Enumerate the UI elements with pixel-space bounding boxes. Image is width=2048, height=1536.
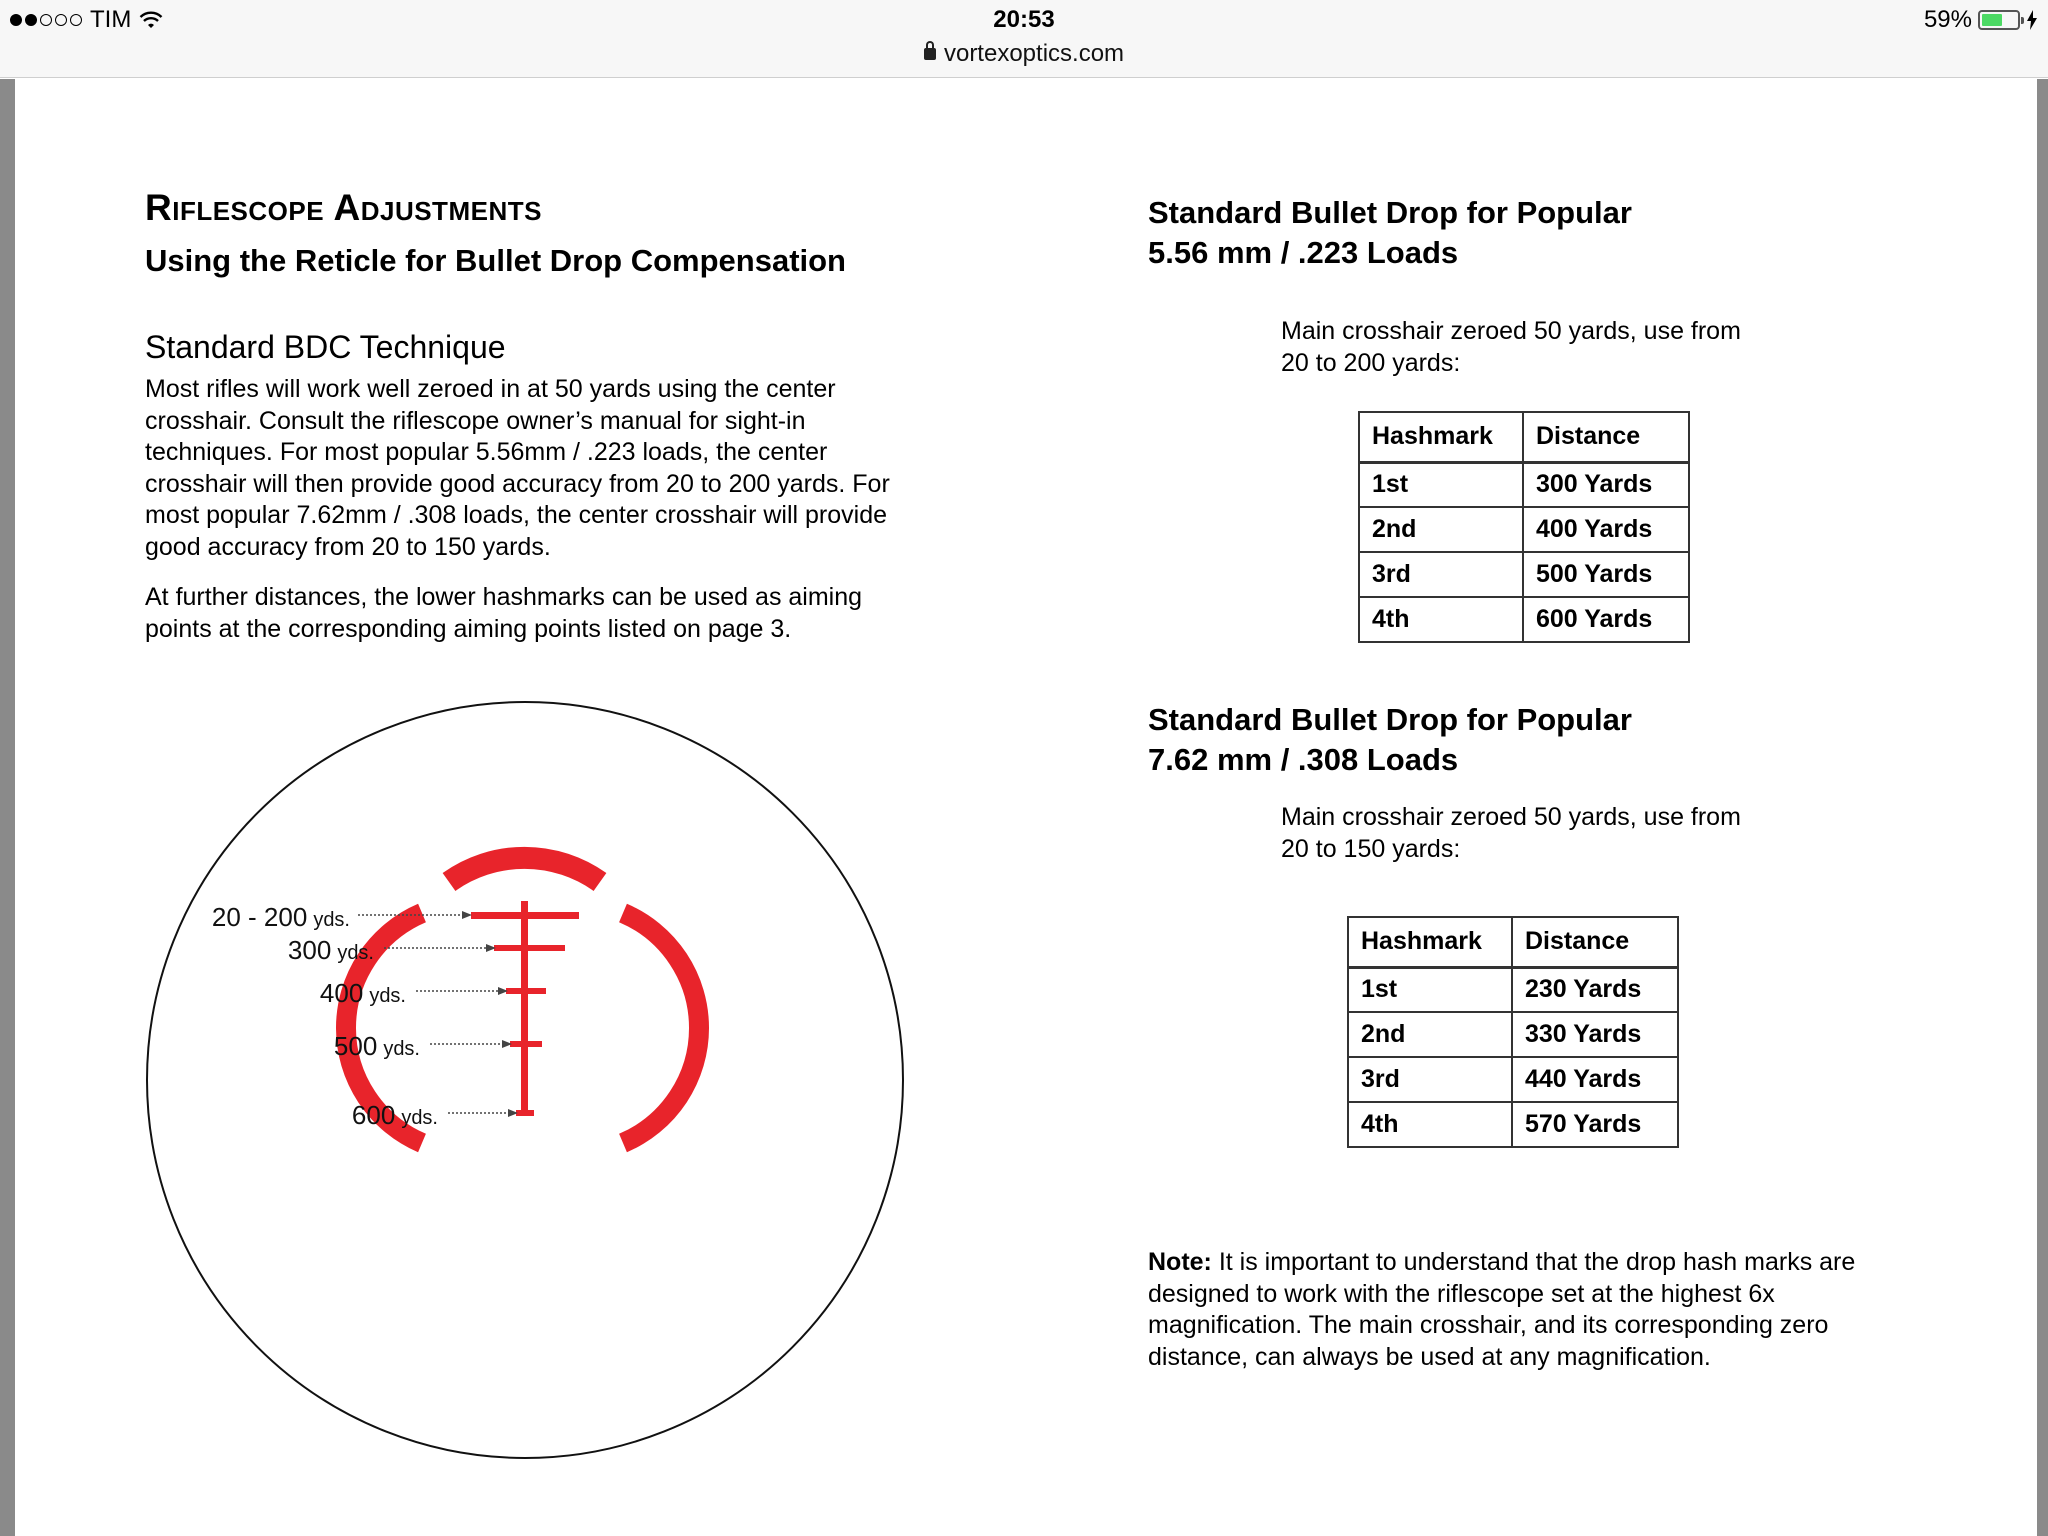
cell-hashmark: 4th [1359, 597, 1523, 642]
hashmark-2 [506, 988, 546, 994]
table-762 [1347, 916, 1679, 1148]
table-556 [1358, 411, 1690, 643]
cell-distance: 500 Yards [1523, 552, 1689, 597]
carrier-name: TIM [90, 6, 132, 33]
hashmark-paragraph: At further distances, the lower hashmarks can be used as aiming points at the corresponding aiming points listed on page 3. [145, 583, 863, 643]
intro-paragraph: Most rifles will work well zeroed in at 50 yards using the center crosshair. Consult the riflescope owner’s manual for sight-in techniques. For most popular 5.56mm / .223 loads, the center crosshair will then provide good accuracy from 20 to 200 yards. For most popular 7.62mm / .308 loads, the center crosshair will provide good accuracy from 20 to 150 yards. [145, 375, 890, 561]
table-row [1348, 1102, 1678, 1147]
table-row [1348, 1012, 1678, 1057]
note-text: It is important to understand that the drop hash marks are designed to work with the riflescope set at the highest 6x magnification. The main crosshair, and its corresponding zero distance, can always be used at any magnification. [1148, 1248, 1856, 1371]
table-header-row [1359, 412, 1689, 462]
page-rail-right [2037, 79, 2048, 1536]
pdf-page[interactable] [15, 79, 2037, 1536]
cell-distance: 300 Yards [1523, 462, 1689, 507]
charging-bolt-icon [2026, 10, 2038, 30]
battery-status [1924, 6, 2038, 34]
cell-hashmark: 2nd [1359, 507, 1523, 552]
table-row [1359, 507, 1689, 552]
main-crosshair [471, 912, 579, 919]
table2-caption [1281, 801, 1741, 865]
cell-hashmark: 1st [1359, 462, 1523, 507]
table1-heading-line2: 5.56 mm / .223 Loads [1148, 235, 1459, 270]
table2-caption-line1: Main crosshair zeroed 50 yards, use from [1281, 803, 1741, 831]
cell-hashmark: 3rd [1348, 1057, 1512, 1102]
cell-distance: 400 Yards [1523, 507, 1689, 552]
table1-caption-line1: Main crosshair zeroed 50 yards, use from [1281, 317, 1741, 345]
header-hashmark: Hashmark [1348, 917, 1512, 967]
reticle-label-300: 300 yds. [287, 935, 374, 965]
cell-hashmark: 4th [1348, 1102, 1512, 1147]
reticle-diagram [140, 699, 920, 1479]
hashmark-1 [494, 945, 565, 951]
table2-heading-line2: 7.62 mm / .308 Loads [1148, 742, 1459, 777]
reticle-label-500: 500 yds. [333, 1031, 420, 1061]
address-bar[interactable] [0, 40, 2048, 68]
arrow-zero [462, 911, 472, 919]
reticle-label-400: 400 yds. [319, 978, 406, 1008]
hashmark-4 [516, 1110, 534, 1116]
hashmark-3 [510, 1041, 542, 1047]
cell-distance: 230 Yards [1512, 967, 1678, 1012]
clock: 20:53 [993, 6, 1055, 33]
section-heading: Standard BDC Technique [145, 329, 506, 365]
battery-percent: 59% [1923, 6, 1972, 33]
cell-hashmark: 2nd [1348, 1012, 1512, 1057]
table2-caption-line2: 20 to 150 yards: [1281, 835, 1461, 863]
status-bar [0, 0, 2048, 78]
table1-caption [1281, 315, 1741, 379]
reticle-ring-right [623, 913, 699, 1143]
table-row [1348, 1057, 1678, 1102]
cell-hashmark: 3rd [1359, 552, 1523, 597]
cell-distance: 600 Yards [1523, 597, 1689, 642]
table2-heading [1148, 700, 1632, 780]
table-row [1359, 552, 1689, 597]
battery-icon [1978, 10, 2020, 30]
header-distance: Distance [1523, 412, 1689, 462]
table1-caption-line2: 20 to 200 yards: [1281, 349, 1461, 377]
header-hashmark: Hashmark [1359, 412, 1523, 462]
table-header-row [1348, 917, 1678, 967]
header-distance: Distance [1512, 917, 1678, 967]
table-row [1359, 462, 1689, 507]
page-subtitle: Using the Reticle for Bullet Drop Compensation [145, 243, 846, 278]
note-label: Note: [1148, 1248, 1212, 1276]
reticle-vertical-post [521, 901, 528, 1116]
table1-heading [1148, 193, 1632, 273]
cell-hashmark: 1st [1348, 967, 1512, 1012]
cell-distance: 570 Yards [1512, 1102, 1678, 1147]
url-text: vortexoptics.com [943, 40, 1125, 67]
page-rail-left [0, 79, 15, 1536]
reticle-label-600: 600 yds. [351, 1100, 438, 1130]
page-title: Riflescope Adjustments [145, 187, 542, 228]
table-row [1348, 967, 1678, 1012]
cell-distance: 330 Yards [1512, 1012, 1678, 1057]
note-paragraph [1148, 1247, 1928, 1373]
lock-icon [924, 48, 936, 60]
table-row [1359, 597, 1689, 642]
table2-heading-line1: Standard Bullet Drop for Popular [1148, 702, 1632, 737]
reticle-ring-top [449, 858, 600, 882]
cell-distance: 440 Yards [1512, 1057, 1678, 1102]
table1-heading-line1: Standard Bullet Drop for Popular [1148, 195, 1632, 230]
reticle-label-zero: 20 - 200 yds. [211, 902, 350, 932]
